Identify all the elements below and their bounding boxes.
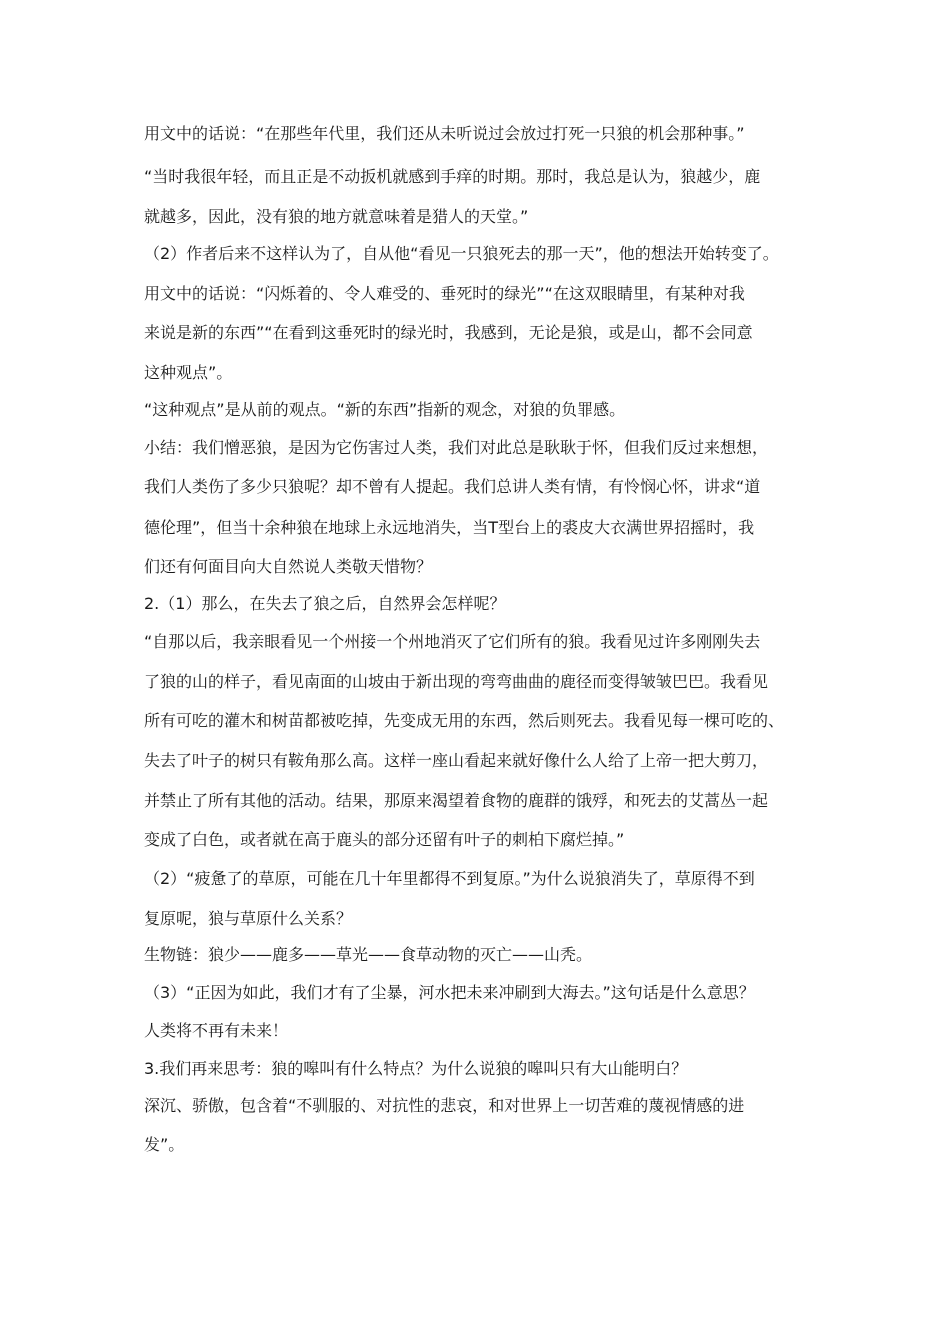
text-line: 所有可吃的灌木和树苗都被吃掉，先变成无用的东西，然后则死去。我看见每一棵可吃的、 [144, 711, 785, 730]
text-line: 就越多，因此，没有狼的地方就意味着是猎人的天堂。” [144, 207, 529, 226]
text-line: （2）“疲惫了的草原，可能在几十年里都得不到复原。”为什么说狼消失了，草原得不到 [144, 869, 755, 888]
text-line: 这种观点”。 [144, 363, 233, 382]
text-line: 生物链：狼少——鹿多——草光——食草动物的灭亡——山秃。 [144, 945, 593, 964]
text-line: 2.（1）那么，在失去了狼之后，自然界会怎样呢？ [144, 594, 506, 613]
text-line: “这种观点”是从前的观点。“新的东西”指新的观念，对狼的负罪感。 [144, 400, 626, 419]
text-line: 了狼的山的样子，看见南面的山坡由于新出现的弯弯曲曲的鹿径而变得皱皱巴巴。我看见 [144, 672, 769, 691]
text-line: 并禁止了所有其他的活动。结果，那原来渴望着食物的鹿群的饿殍，和死去的艾蒿丛一起 [144, 791, 769, 810]
text-line: 发”。 [144, 1135, 185, 1154]
text-line: 小结：我们憎恶狼，是因为它伤害过人类，我们对此总是耿耿于怀，但我们反过来想想， [144, 438, 769, 457]
text-line: “当时我很年轻，而且正是不动扳机就感到手痒的时期。那时，我总是认为，狼越少，鹿 [144, 167, 761, 186]
text-line: 用文中的话说：“闪烁着的、令人难受的、垂死时的绿光”“在这双眼睛里，有某种对我 [144, 284, 745, 303]
text-line: 用文中的话说：“在那些年代里，我们还从未听说过会放过打死一只狼的机会那种事。” [144, 124, 745, 143]
text-line: 3.我们再来思考：狼的嗥叫有什么特点？为什么说狼的嗥叫只有大山能明白？ [144, 1059, 688, 1078]
text-line: 失去了叶子的树只有鞍角那么高。这样一座山看起来就好像什么人给了上帝一把大剪刀， [144, 751, 769, 770]
text-line: 人类将不再有未来！ [144, 1021, 289, 1040]
text-line: 们还有何面目向大自然说人类敬天惜物？ [144, 557, 433, 576]
text-line: 复原呢，狼与草原什么关系？ [144, 909, 353, 928]
text-line: 德伦理”，但当十余种狼在地球上永远地消失，当T型台上的裘皮大衣满世界招摇时，我 [144, 518, 755, 537]
text-line: （2）作者后来不这样认为了，自从他“看见一只狼死去的那一天”，他的想法开始转变了。 [144, 244, 779, 263]
text-line: 来说是新的东西”“在看到这垂死时的绿光时，我感到，无论是狼，或是山，都不会同意 [144, 323, 753, 342]
text-line: 变成了白色，或者就在高于鹿头的部分还留有叶子的刺柏下腐烂掉。” [144, 830, 625, 849]
text-line: 深沉、骄傲，包含着“不驯服的、对抗性的悲哀，和对世界上一切苦难的蔑视情感的进 [144, 1096, 745, 1115]
text-line: 我们人类伤了多少只狼呢？却不曾有人提起。我们总讲人类有情，有怜悯心怀，讲求“道 [144, 477, 761, 496]
text-line: （3）“正因为如此，我们才有了尘暴，河水把未来冲刷到大海去。”这句话是什么意思？ [144, 983, 755, 1002]
text-line: “自那以后，我亲眼看见一个州接一个州地消灭了它们所有的狼。我看见过许多刚刚失去 [144, 632, 761, 651]
